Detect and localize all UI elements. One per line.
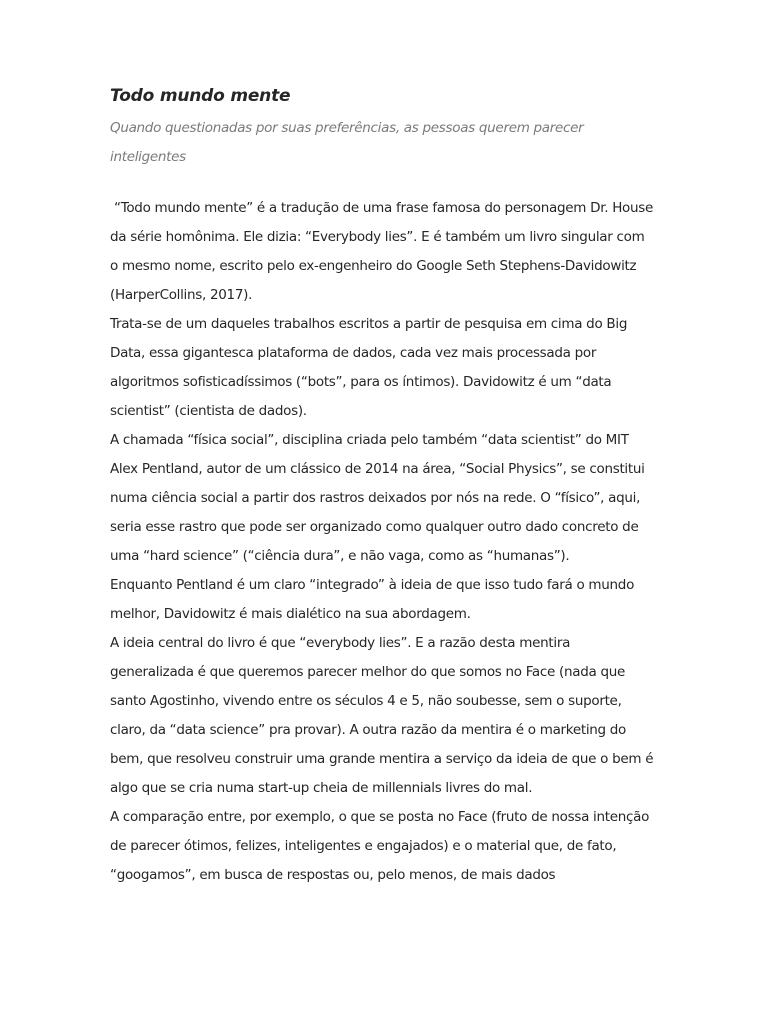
paragraph: “Todo mundo mente” é a tradução de uma frase famosa do personagem Dr. House da série homônima. Ele dizia: “Everybody lies”. E é também um livro singular com o mesmo nome, escrito pelo ex-engenheiro do Google Seth Stephens-Davidowitz (HarperCollins, 2017).: [110, 200, 658, 303]
paragraph: A ideia central do livro é que “everybody lies”. E a razão desta mentira generalizada é que queremos parecer melhor do que somos no Face (nada que santo Agostinho, vivendo entre os séculos 4 e 5, não soubesse, sem o suporte, claro, da “data science” pra provar). A outra razão da mentira é o marketing do bem, que resolveu construir uma grande mentira a serviço da ideia de que o bem é algo que se cria numa start-up cheia de millennials livres do mal.: [110, 635, 654, 796]
document-page: [110, 86, 658, 890]
paragraph: Enquanto Pentland é um claro “integrado” à ideia de que isso tudo fará o mundo melhor, Davidowitz é mais dialético na sua abordagem.: [110, 577, 635, 622]
article-body: [110, 194, 658, 890]
paragraph: Trata-se de um daqueles trabalhos escritos a partir de pesquisa em cima do Big Data, essa gigantesca plataforma de dados, cada vez mais processada por algoritmos sofisticadíssimos (“bots”, para os íntimos). Davidowitz é um “data scientist” (cientista de dados).: [110, 316, 628, 419]
article-title: Todo mundo mente: [110, 86, 291, 106]
paragraph: A comparação entre, por exemplo, o que se posta no Face (fruto de nossa intenção de parecer ótimos, felizes, inteligentes e engajados) e o material que, de fato, “googamos”, em busca de respostas ou, pelo menos, de mais dados: [110, 809, 650, 883]
article-subtitle: Quando questionadas por suas preferências, as pessoas querem parecer inteligentes: [110, 120, 584, 165]
paragraph: A chamada “física social”, disciplina criada pelo também “data scientist” do MIT Alex Pentland, autor de um clássico de 2014 na área, “Social Physics”, se constitui numa ciência social a partir dos rastros deixados por nós na rede. O “físico”, aqui, seria esse rastro que pode ser organizado como qualquer outro dado concreto de uma “hard science” (“ciência dura”, e não vaga, como as “humanas”).: [110, 432, 645, 564]
